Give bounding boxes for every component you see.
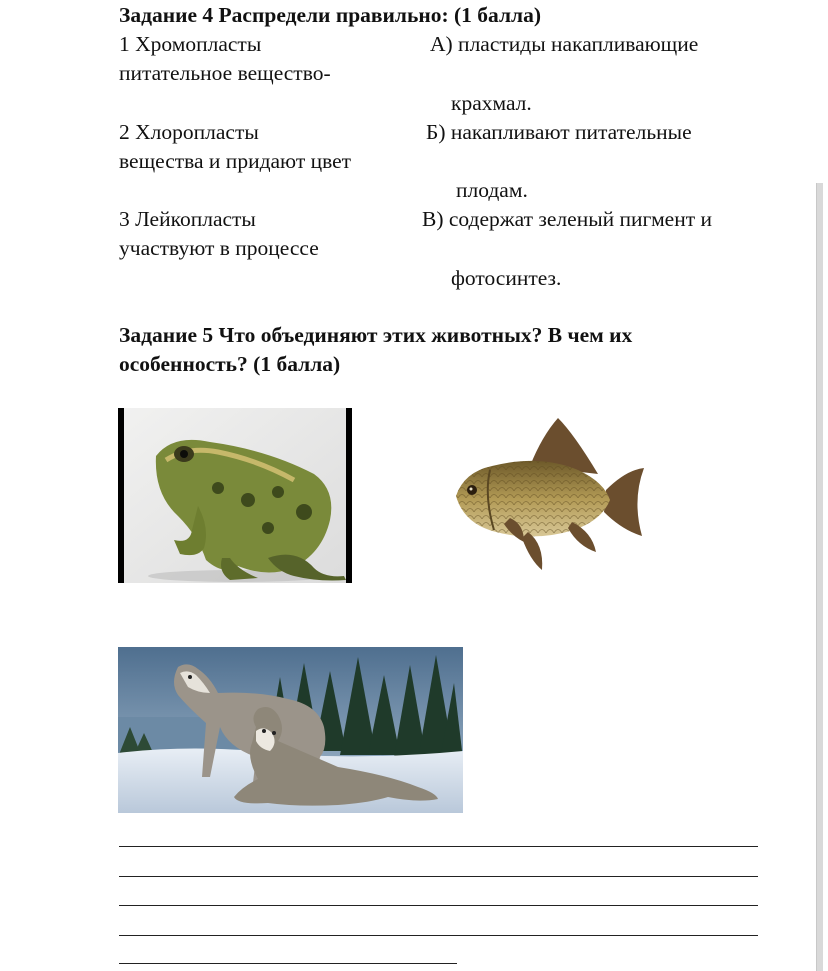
- answer-line[interactable]: [119, 876, 758, 877]
- fish-image: [450, 414, 646, 574]
- task4-item1-cont: питательное вещество-: [119, 61, 331, 85]
- task5-title-line1: Задание 5 Что объединяют этих животных? В чем их: [119, 323, 633, 347]
- answer-line[interactable]: [119, 846, 758, 847]
- task4-item2-right: Б) накапливают питательные: [426, 120, 692, 144]
- task4-item2-tail: плодам.: [456, 178, 528, 202]
- task4-item1-right: А) пластиды накапливающие: [430, 32, 699, 56]
- task4-item3-cont: участвуют в процессе: [119, 236, 319, 260]
- wolves-image: [118, 647, 463, 813]
- task4-item1-tail: крахмал.: [451, 91, 532, 115]
- task4-title: Задание 4 Распредели правильно: (1 балла): [119, 3, 542, 27]
- task4-item2-cont: вещества и придают цвет: [119, 149, 352, 173]
- task4-item3-left: 3 Лейкопласты: [119, 207, 256, 231]
- task4-item1-left: 1 Хромопласты: [119, 32, 262, 56]
- answer-line[interactable]: [119, 905, 758, 906]
- task4-item2-left: 2 Хлоропласты: [119, 120, 259, 144]
- answer-line[interactable]: [119, 935, 758, 936]
- task5-title-line2: особенность? (1 балла): [119, 352, 341, 376]
- frog-image: [118, 408, 352, 583]
- task4-item3-right: В) содержат зеленый пигмент и: [422, 207, 713, 231]
- vertical-scrollbar[interactable]: [816, 183, 823, 971]
- task4-item3-tail: фотосинтез.: [451, 266, 562, 290]
- answer-line[interactable]: [119, 963, 457, 964]
